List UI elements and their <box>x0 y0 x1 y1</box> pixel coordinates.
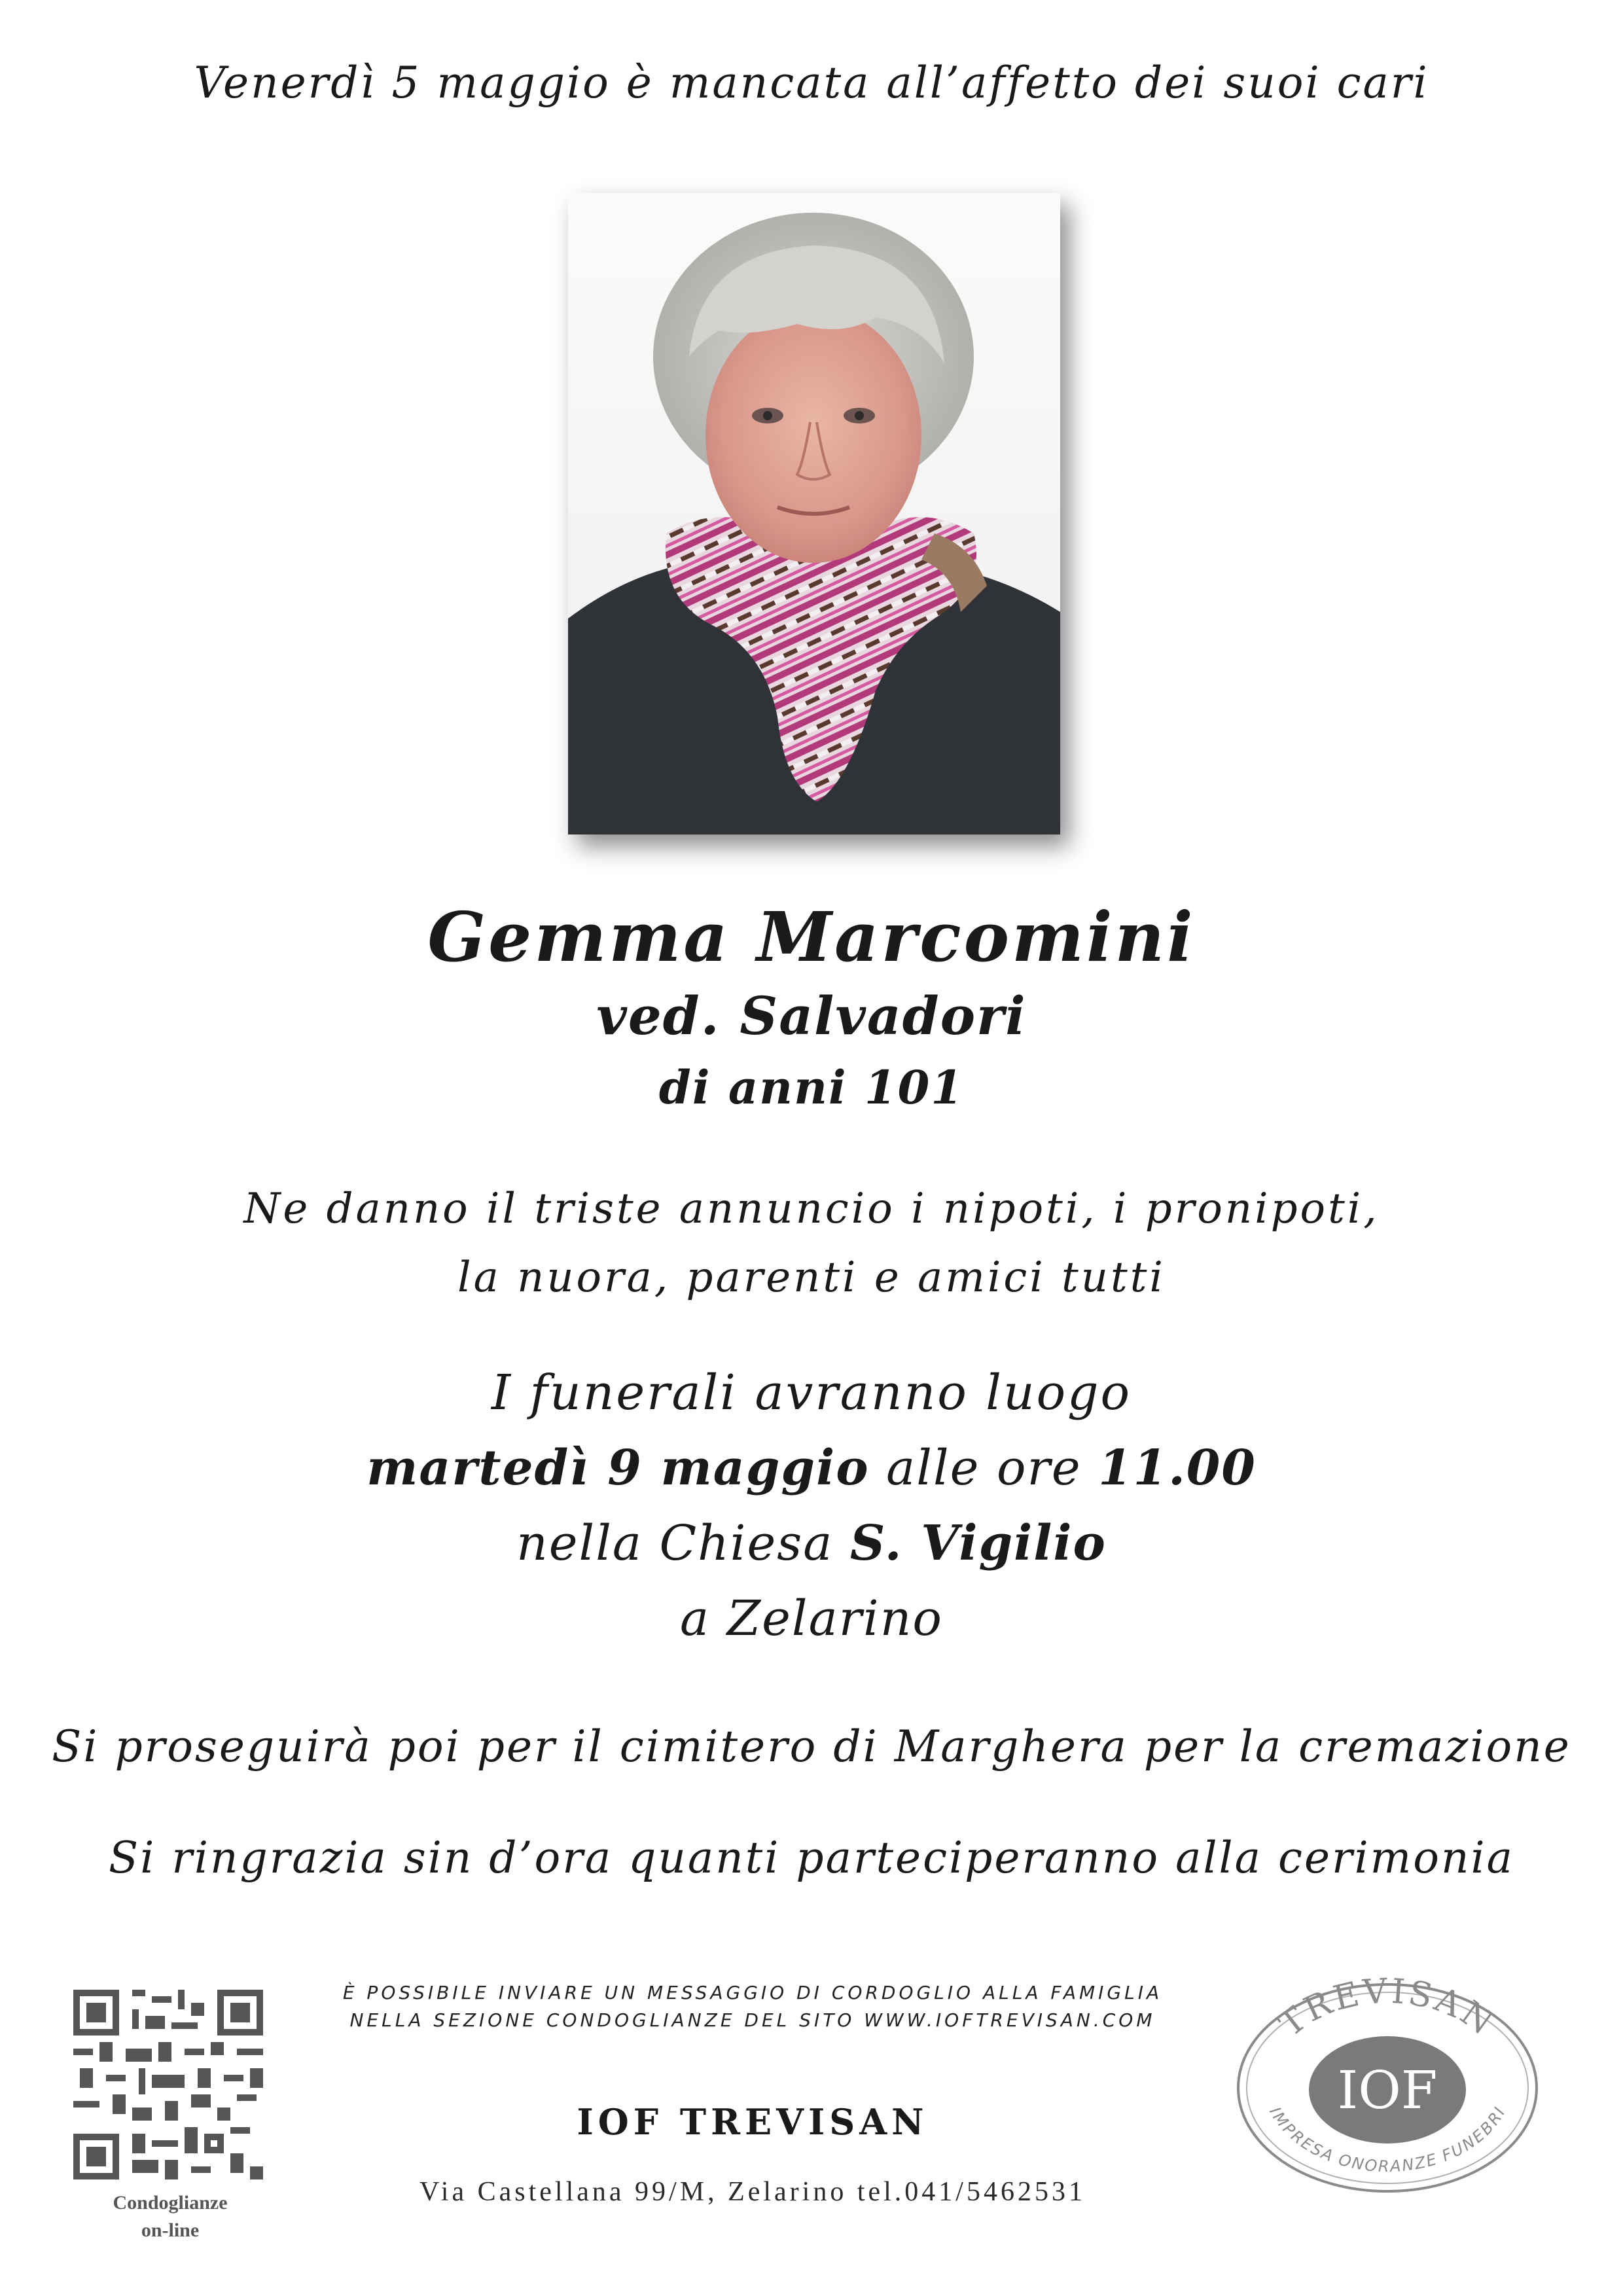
svg-text:TREVISAN <box>1272 1973 1503 2045</box>
thanks-text: Si ringrazia sin d’ora quanti parteciperanno alla cerimonia <box>109 1833 1514 1883</box>
iof-trevisan-logo <box>1230 1973 1544 2202</box>
condolence-note-line-1: È POSSIBILE INVIARE UN MESSAGGIO DI CORDOGLIO ALLA FAMIGLIA <box>342 1982 1163 2003</box>
age: di anni 101 <box>658 1060 965 1115</box>
intro-text: Venerdì 5 maggio è mancata all’affetto dei suoi cari <box>194 58 1429 108</box>
qr-label-line-2: on-line <box>141 2219 200 2241</box>
qr-label <box>65 2189 275 2244</box>
funeral-intro: I funerali avranno luogo <box>491 1365 1132 1421</box>
widow-of: ved. Salvadori <box>596 985 1027 1047</box>
logo-center-text: IOF <box>1337 2060 1438 2121</box>
funeral-place: a Zelarino <box>680 1590 943 1647</box>
funeral-time: 11.00 <box>1098 1440 1257 1496</box>
church-name: S. Vigilio <box>849 1515 1107 1571</box>
church-prefix: nella Chiesa <box>516 1515 850 1571</box>
condolence-note-line-2: NELLA SEZIONE CONDOGLIANZE DEL SITO WWW.IOFTREVISAN.COM <box>349 2009 1156 2031</box>
continuation-text: Si proseguirà poi per il cimitero di Marghera per la cremazione <box>52 1721 1571 1772</box>
logo-top-text: TREVISAN <box>1272 1973 1503 2045</box>
deceased-name: Gemma Marcomini <box>427 897 1196 977</box>
announcement-line-1: Ne danno il triste annuncio i nipoti, i pronipoti, <box>243 1185 1380 1233</box>
funeral-datetime <box>0 1440 1623 1496</box>
qr-label-line-1: Condoglianze <box>113 2192 228 2214</box>
logo-bottom-text: IMPRESA ONORANZE FUNEBRI <box>1266 2104 1509 2176</box>
company-name: IOF TREVISAN <box>577 2101 929 2143</box>
company-address: Via Castellana 99/M, Zelarino tel.041/5462531 <box>419 2177 1086 2207</box>
qr-code-icon[interactable] <box>73 1990 263 2179</box>
portrait-photo <box>568 193 1060 834</box>
funeral-time-prefix: alle ore <box>869 1440 1099 1496</box>
funeral-date: martedì 9 maggio <box>366 1440 870 1496</box>
announcement-line-2: la nuora, parenti e amici tutti <box>457 1253 1166 1302</box>
funeral-church <box>0 1515 1623 1571</box>
